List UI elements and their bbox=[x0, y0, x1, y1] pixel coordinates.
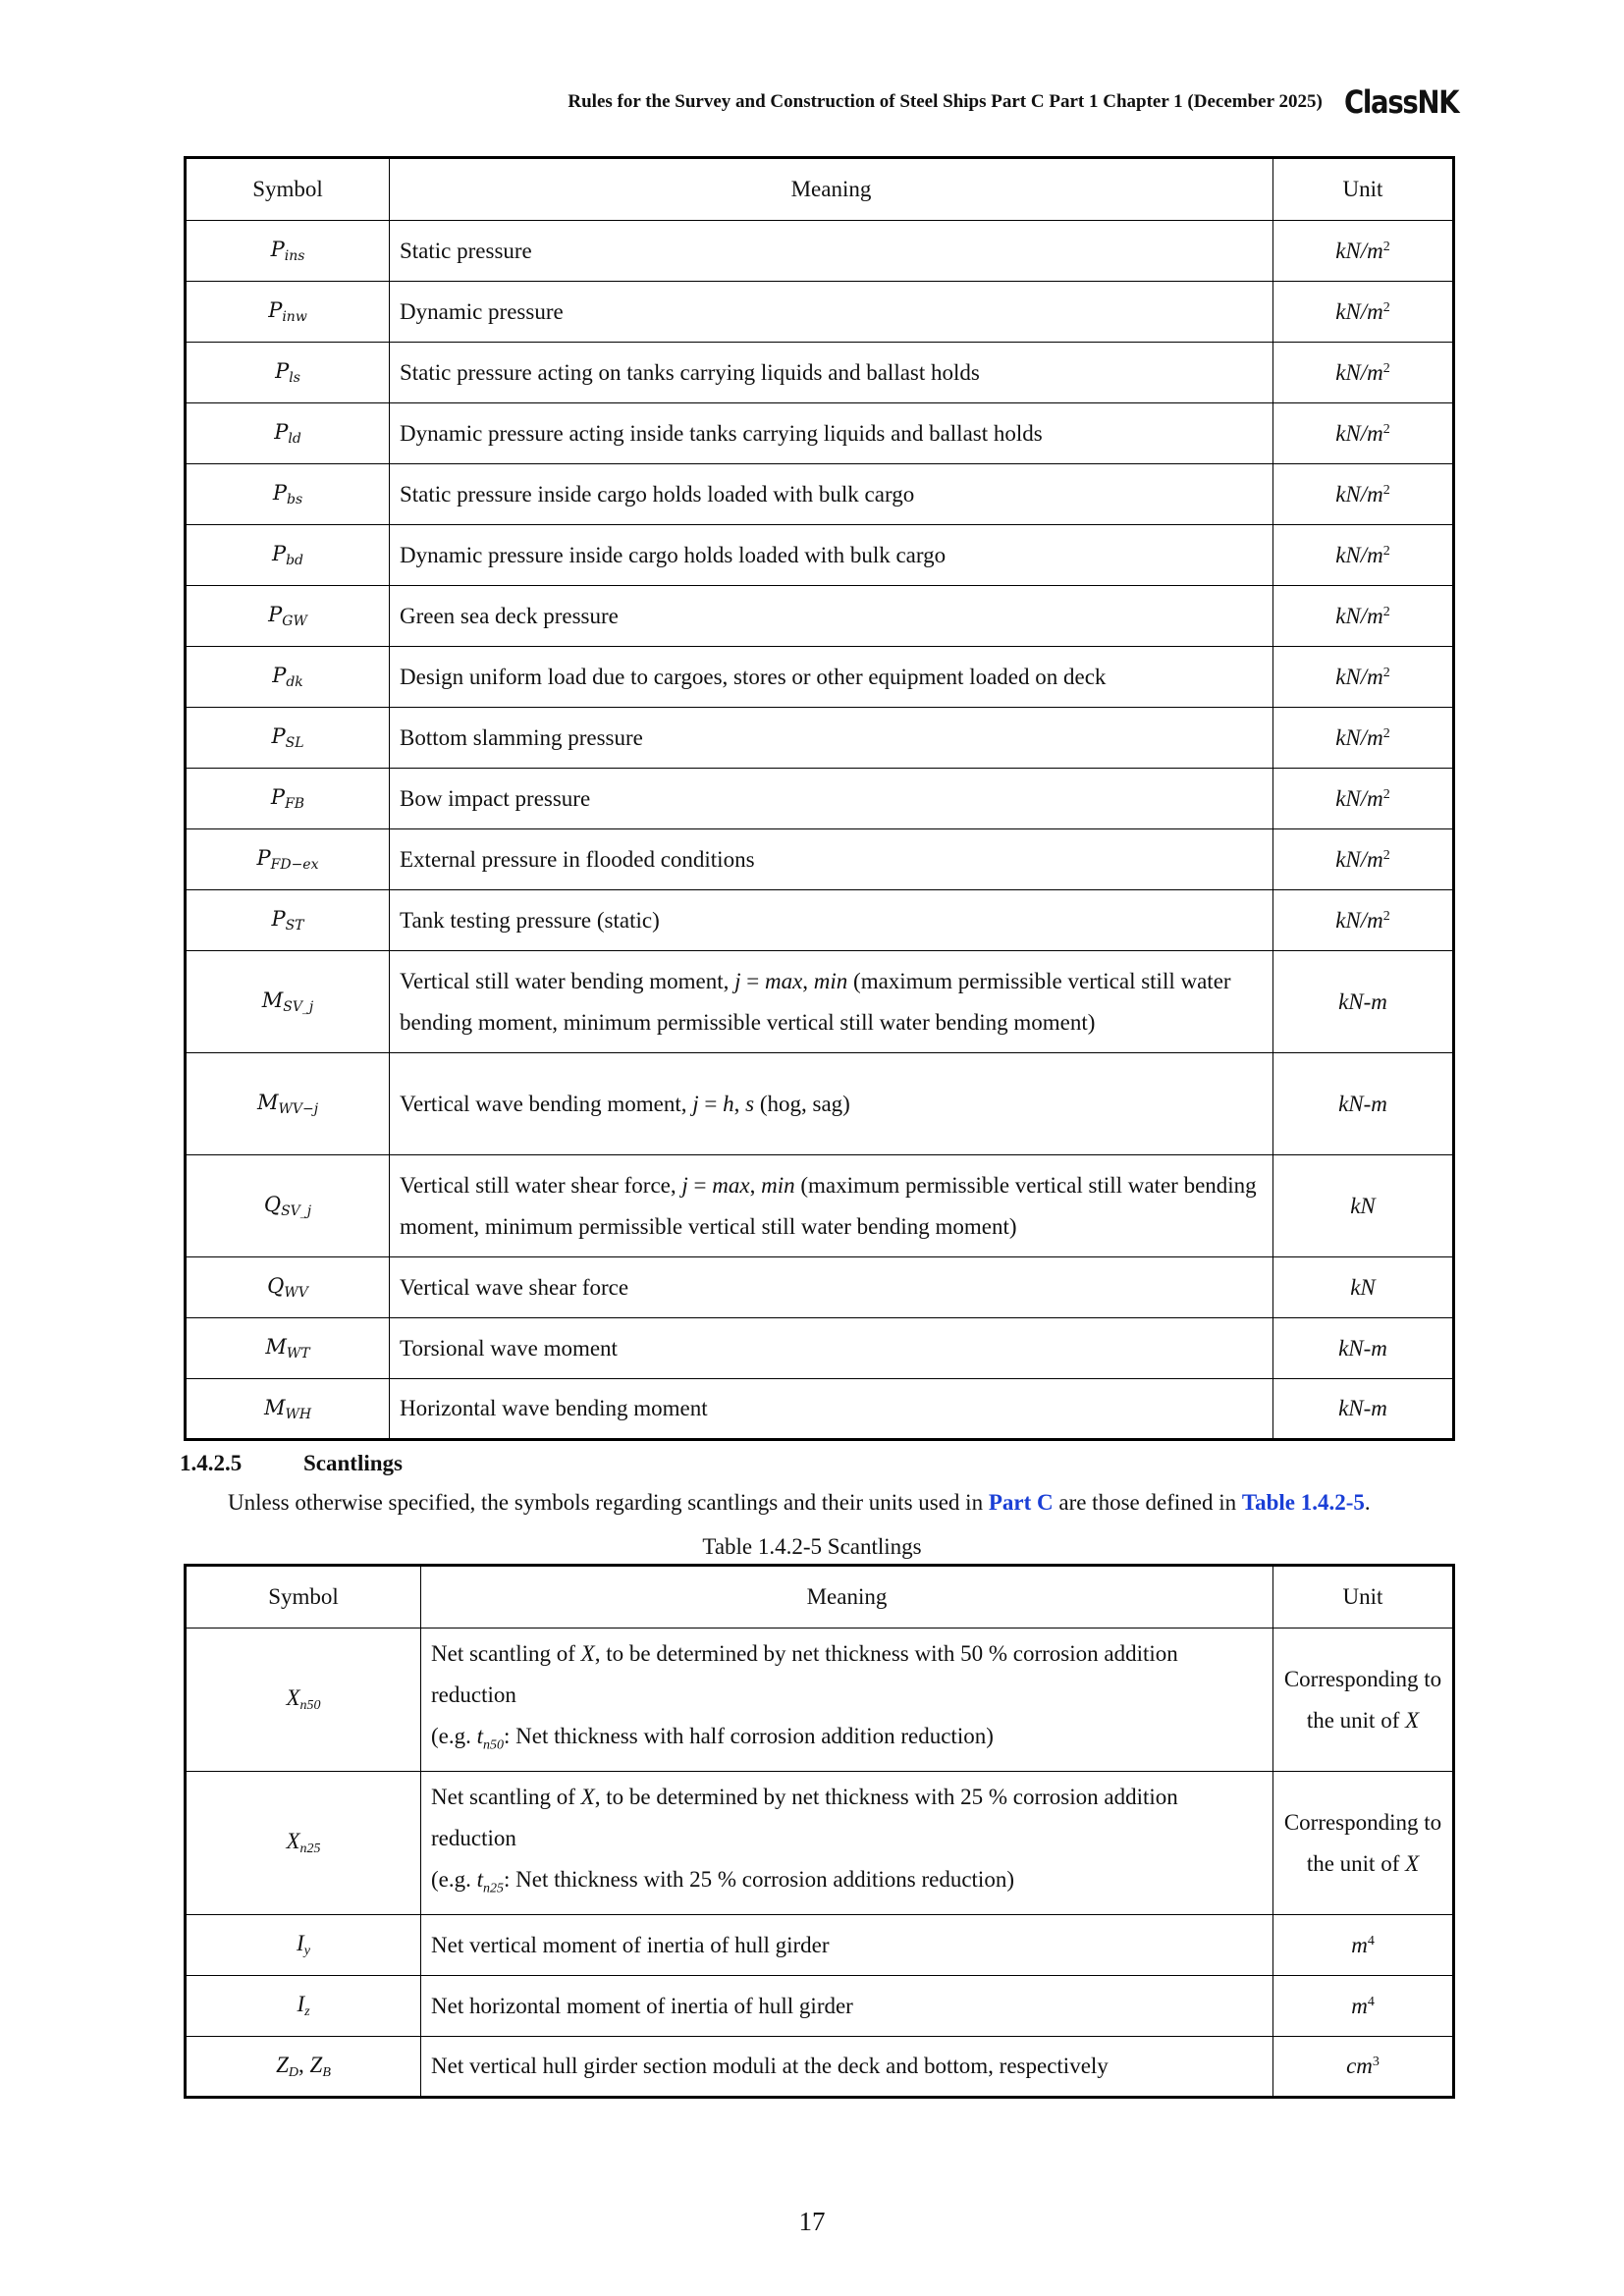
meaning-text: , to be determined by net thickness with 25 % corrosion addition reduction bbox=[431, 1784, 1178, 1850]
symbol-base: M bbox=[265, 1335, 287, 1359]
meaning-cell bbox=[390, 282, 1273, 343]
table-row bbox=[186, 1629, 1454, 1772]
symbol-cell bbox=[186, 951, 390, 1053]
table-row bbox=[186, 1379, 1454, 1440]
header-symbol: Symbol bbox=[186, 1566, 421, 1629]
symbol-sub: ld bbox=[288, 431, 301, 447]
para-text: are those defined in bbox=[1053, 1490, 1242, 1515]
section-heading bbox=[180, 1451, 403, 1476]
meaning-text: , bbox=[749, 1172, 762, 1198]
unit-sup: 3 bbox=[1372, 2055, 1380, 2069]
meaning-text: : Net thickness with 25 % corrosion additions reduction) bbox=[504, 1866, 1014, 1892]
table-caption: Table 1.4.2-5 Scantlings bbox=[702, 1534, 922, 1559]
unit-cell bbox=[1273, 221, 1454, 282]
symbol-base: M bbox=[263, 1395, 286, 1419]
symbol-base: Z bbox=[309, 2052, 323, 2077]
scantlings-table bbox=[184, 1564, 1455, 2099]
symbol-base: P bbox=[272, 664, 287, 687]
symbol-cell bbox=[186, 586, 390, 647]
meaning-cell bbox=[421, 1629, 1273, 1772]
meaning-cell bbox=[390, 525, 1273, 586]
symbol-base: P bbox=[272, 481, 287, 505]
symbol-cell bbox=[186, 403, 390, 464]
meaning-cell bbox=[390, 221, 1273, 282]
symbol-sub: n25 bbox=[299, 1842, 321, 1856]
symbol-base: X bbox=[286, 1685, 300, 1710]
symbol-base: P bbox=[270, 238, 285, 261]
meaning-cell bbox=[390, 890, 1273, 951]
section-number: 1.4.2.5 bbox=[180, 1451, 243, 1475]
unit-text: kN/m bbox=[1335, 481, 1383, 507]
unit-cell bbox=[1273, 647, 1454, 708]
unit-cell bbox=[1273, 525, 1454, 586]
meaning-text: Green sea deck pressure bbox=[400, 603, 619, 628]
meaning-var: X bbox=[580, 1640, 595, 1666]
symbol-cell bbox=[186, 221, 390, 282]
unit-text: kN/m bbox=[1335, 298, 1383, 324]
header-meaning: Meaning bbox=[390, 158, 1273, 221]
table-header-row bbox=[186, 158, 1454, 221]
symbol-base: P bbox=[271, 724, 286, 748]
symbol-base: M bbox=[261, 988, 284, 1012]
meaning-text: Vertical still water shear force, bbox=[400, 1172, 682, 1198]
meaning-text: (e.g. bbox=[431, 1723, 477, 1748]
meaning-text: = bbox=[687, 1172, 713, 1198]
meaning-cell bbox=[390, 403, 1273, 464]
unit-sup: 2 bbox=[1382, 725, 1390, 741]
classnk-logo: ClassNK bbox=[1343, 83, 1459, 121]
meaning-text: , bbox=[802, 968, 814, 993]
symbol-sub: bs bbox=[286, 492, 303, 507]
meaning-text: : Net thickness with half corrosion addition reduction) bbox=[504, 1723, 994, 1748]
unit-cell bbox=[1273, 829, 1454, 890]
table-link[interactable]: Table 1.4.2-5 bbox=[1241, 1490, 1365, 1515]
meaning-text: Static pressure acting on tanks carrying liquids and ballast holds bbox=[400, 359, 980, 385]
unit-sup: 2 bbox=[1382, 239, 1390, 254]
symbol-sub: inw bbox=[282, 309, 307, 325]
meaning-text: (e.g. bbox=[431, 1866, 477, 1892]
unit-text: kN-m bbox=[1338, 1091, 1387, 1116]
meaning-text: Vertical wave bending moment, bbox=[400, 1091, 693, 1116]
unit-sup: 2 bbox=[1382, 482, 1390, 498]
unit-text: kN bbox=[1350, 1193, 1376, 1218]
symbol-cell bbox=[186, 890, 390, 951]
symbol-sub: WV bbox=[284, 1285, 308, 1301]
meaning-var: j bbox=[734, 968, 741, 993]
meaning-text: , bbox=[733, 1091, 746, 1116]
symbol-base: P bbox=[271, 542, 287, 565]
unit-text: kN/m bbox=[1335, 420, 1383, 446]
meaning-var: t bbox=[476, 1723, 484, 1748]
symbol-sub: z bbox=[304, 2004, 310, 2019]
symbols-table bbox=[184, 156, 1455, 1441]
symbol-cell bbox=[186, 2037, 421, 2098]
meaning-text: = bbox=[740, 968, 765, 993]
meaning-var: min bbox=[761, 1172, 795, 1198]
symbol-cell bbox=[186, 464, 390, 525]
meaning-text: Dynamic pressure bbox=[400, 298, 564, 324]
unit-cell bbox=[1273, 1629, 1454, 1772]
header-title: Rules for the Survey and Construction of Steel Ships Part C Part 1 Chapter 1 (December 2025) bbox=[568, 91, 1323, 112]
symbol-sub: D bbox=[288, 2064, 299, 2080]
symbol-base: I bbox=[297, 1931, 304, 1955]
meaning-text: Torsional wave moment bbox=[400, 1335, 618, 1361]
unit-sup: 2 bbox=[1382, 665, 1390, 680]
table-row bbox=[186, 829, 1454, 890]
symbol-sub: SV_j bbox=[283, 999, 314, 1015]
unit-text: kN/m bbox=[1335, 785, 1383, 811]
symbol-base: P bbox=[270, 785, 286, 809]
symbol-sub: ins bbox=[284, 248, 305, 264]
symbol-cell bbox=[186, 708, 390, 769]
meaning-cell: Net vertical hull girder section moduli at the deck and bottom, respectively bbox=[421, 2037, 1273, 2098]
symbol-cell bbox=[186, 343, 390, 403]
symbol-cell bbox=[186, 1772, 421, 1915]
unit-cell bbox=[1273, 464, 1454, 525]
para-text: Unless otherwise specified, the symbols regarding scantlings and their units used in bbox=[228, 1490, 989, 1515]
unit-text: kN-m bbox=[1338, 1396, 1387, 1420]
table-row bbox=[186, 708, 1454, 769]
header-unit: Unit bbox=[1273, 158, 1454, 221]
meaning-cell bbox=[390, 708, 1273, 769]
table-row bbox=[186, 464, 1454, 525]
table-row bbox=[186, 586, 1454, 647]
unit-sup: 4 bbox=[1367, 1933, 1375, 1949]
unit-text: m bbox=[1351, 1932, 1368, 1957]
meaning-sub: n25 bbox=[483, 1881, 505, 1896]
symbol-sub: y bbox=[303, 1944, 310, 1958]
symbol-cell bbox=[186, 1318, 390, 1379]
meaning-cell: Net vertical moment of inertia of hull girder bbox=[421, 1915, 1273, 1976]
unit-cell bbox=[1273, 1053, 1454, 1155]
meaning-text: Bow impact pressure bbox=[400, 785, 591, 811]
meaning-cell bbox=[390, 1379, 1273, 1440]
symbol-sub: SL bbox=[285, 735, 304, 751]
unit-cell bbox=[1273, 1772, 1454, 1915]
unit-cell bbox=[1273, 708, 1454, 769]
symbol-cell bbox=[186, 282, 390, 343]
symbol-base: X bbox=[286, 1829, 300, 1853]
table-row bbox=[186, 951, 1454, 1053]
table-row bbox=[186, 1915, 1454, 1976]
symbol-cell bbox=[186, 1976, 421, 2037]
unit-cell bbox=[1273, 1155, 1454, 1257]
table-row bbox=[186, 282, 1454, 343]
unit-text: Corresponding to the unit of bbox=[1283, 1666, 1442, 1733]
meaning-var: t bbox=[476, 1866, 484, 1892]
symbol-sub: FB bbox=[285, 796, 305, 812]
unit-text: kN/m bbox=[1335, 724, 1383, 750]
meaning-text: Net scantling of bbox=[431, 1784, 581, 1809]
symbol-base: P bbox=[268, 603, 283, 626]
section-title: Scantlings bbox=[303, 1451, 403, 1475]
unit-text: kN/m bbox=[1335, 603, 1383, 628]
unit-cell bbox=[1273, 769, 1454, 829]
symbol-sep: , bbox=[298, 2052, 310, 2077]
meaning-text: Vertical wave shear force bbox=[400, 1274, 629, 1300]
table-row bbox=[186, 1318, 1454, 1379]
part-c-link[interactable]: Part C bbox=[988, 1490, 1054, 1515]
meaning-cell bbox=[390, 1155, 1273, 1257]
header-symbol: Symbol bbox=[186, 158, 390, 221]
meaning-var: X bbox=[580, 1784, 595, 1809]
page-header bbox=[568, 82, 1477, 122]
symbol-base: Q bbox=[267, 1274, 285, 1298]
table-row bbox=[186, 1155, 1454, 1257]
unit-text: kN/m bbox=[1335, 664, 1383, 689]
unit-sup: 2 bbox=[1382, 604, 1390, 619]
unit-sup: 2 bbox=[1382, 847, 1390, 863]
table-header-row bbox=[186, 1566, 1454, 1629]
unit-sup: 2 bbox=[1382, 908, 1390, 924]
symbol-base: Z bbox=[276, 2052, 289, 2077]
unit-text: kN bbox=[1350, 1274, 1376, 1300]
meaning-cell: Net horizontal moment of inertia of hull girder bbox=[421, 1976, 1273, 2037]
symbol-sub: dk bbox=[286, 674, 303, 690]
table-row bbox=[186, 1772, 1454, 1915]
meaning-text: Static pressure bbox=[400, 238, 532, 263]
unit-text: m bbox=[1351, 1993, 1368, 2018]
unit-text: cm bbox=[1346, 2054, 1373, 2078]
symbol-sub: SV_j bbox=[281, 1203, 312, 1219]
meaning-sub: n50 bbox=[483, 1737, 505, 1753]
header-meaning: Meaning bbox=[421, 1566, 1273, 1629]
table-row bbox=[186, 1976, 1454, 2037]
section-paragraph bbox=[228, 1490, 1371, 1516]
unit-cell bbox=[1273, 1318, 1454, 1379]
unit-cell bbox=[1273, 282, 1454, 343]
table-row bbox=[186, 2037, 1454, 2098]
unit-cell bbox=[1273, 343, 1454, 403]
table-row bbox=[186, 647, 1454, 708]
symbol-cell bbox=[186, 1257, 390, 1318]
meaning-var: s bbox=[745, 1091, 755, 1116]
header-unit: Unit bbox=[1273, 1566, 1454, 1629]
symbol-sub: bd bbox=[286, 553, 304, 568]
symbol-cell bbox=[186, 525, 390, 586]
meaning-text: = bbox=[698, 1091, 724, 1116]
meaning-cell bbox=[390, 1257, 1273, 1318]
table-row bbox=[186, 1053, 1454, 1155]
symbol-sub: WT bbox=[286, 1346, 310, 1362]
meaning-var: j bbox=[681, 1172, 688, 1198]
meaning-cell bbox=[390, 464, 1273, 525]
unit-cell bbox=[1273, 1915, 1454, 1976]
meaning-text: Net scantling of bbox=[431, 1640, 581, 1666]
meaning-text: Tank testing pressure (static) bbox=[400, 907, 660, 933]
meaning-text: Static pressure inside cargo holds loaded with bulk cargo bbox=[400, 481, 915, 507]
symbol-cell bbox=[186, 1629, 421, 1772]
table-row bbox=[186, 1257, 1454, 1318]
page-number: 17 bbox=[798, 2207, 826, 2236]
unit-text: kN/m bbox=[1335, 542, 1383, 567]
unit-sup: 2 bbox=[1382, 543, 1390, 559]
unit-text: kN/m bbox=[1335, 238, 1383, 263]
meaning-cell bbox=[390, 769, 1273, 829]
unit-sup: 2 bbox=[1382, 421, 1390, 437]
meaning-text: External pressure in flooded conditions bbox=[400, 846, 755, 872]
symbol-sub: ST bbox=[285, 918, 304, 934]
symbol-sub: WV−j bbox=[278, 1101, 319, 1117]
meaning-text: Dynamic pressure acting inside tanks carrying liquids and ballast holds bbox=[400, 420, 1043, 446]
unit-var: X bbox=[1405, 1850, 1420, 1876]
para-text: . bbox=[1364, 1490, 1371, 1515]
unit-sup: 2 bbox=[1382, 360, 1390, 376]
symbol-cell bbox=[186, 1379, 390, 1440]
symbol-base: P bbox=[271, 907, 286, 931]
meaning-text: Dynamic pressure inside cargo holds loaded with bulk cargo bbox=[400, 542, 947, 567]
unit-text: kN-m bbox=[1338, 1335, 1387, 1361]
symbol-cell bbox=[186, 1155, 390, 1257]
symbol-cell bbox=[186, 769, 390, 829]
unit-cell bbox=[1273, 951, 1454, 1053]
symbol-sub: GW bbox=[282, 614, 307, 629]
symbol-base: M bbox=[256, 1091, 279, 1114]
meaning-text: Design uniform load due to cargoes, stores or other equipment loaded on deck bbox=[400, 664, 1107, 689]
meaning-text: (hog, sag) bbox=[754, 1091, 850, 1116]
symbol-cell bbox=[186, 829, 390, 890]
symbol-base: P bbox=[274, 420, 289, 444]
meaning-var: max bbox=[764, 968, 803, 993]
meaning-cell bbox=[421, 1772, 1273, 1915]
unit-cell bbox=[1273, 2037, 1454, 2098]
table-row bbox=[186, 221, 1454, 282]
symbol-sub: WH bbox=[285, 1406, 312, 1422]
symbol-cell bbox=[186, 1915, 421, 1976]
meaning-cell bbox=[390, 829, 1273, 890]
unit-text: kN/m bbox=[1335, 359, 1383, 385]
meaning-text: Vertical still water bending moment, bbox=[400, 968, 735, 993]
unit-sup: 2 bbox=[1382, 786, 1390, 802]
meaning-text: (maximum permissible vertical still water bending moment, minimum permissible vertical still water bending moment) bbox=[400, 968, 1231, 1035]
meaning-var: h bbox=[723, 1091, 734, 1116]
symbol-sub: B bbox=[322, 2064, 331, 2080]
meaning-cell bbox=[390, 951, 1273, 1053]
symbol-sub: FD−ex bbox=[270, 857, 319, 873]
meaning-cell bbox=[390, 1318, 1273, 1379]
unit-sup: 2 bbox=[1382, 299, 1390, 315]
symbol-cell bbox=[186, 647, 390, 708]
unit-cell bbox=[1273, 586, 1454, 647]
symbol-sub: n50 bbox=[299, 1698, 321, 1713]
table-row bbox=[186, 525, 1454, 586]
symbol-base: P bbox=[268, 298, 283, 322]
meaning-var: j bbox=[692, 1091, 699, 1116]
table-row bbox=[186, 769, 1454, 829]
meaning-text: Horizontal wave bending moment bbox=[400, 1396, 708, 1420]
unit-text: Corresponding to the unit of bbox=[1283, 1809, 1442, 1876]
meaning-cell bbox=[390, 647, 1273, 708]
unit-cell bbox=[1273, 403, 1454, 464]
meaning-cell bbox=[390, 586, 1273, 647]
table-row bbox=[186, 890, 1454, 951]
meaning-var: max bbox=[712, 1172, 750, 1198]
unit-cell bbox=[1273, 1379, 1454, 1440]
meaning-text: Bottom slamming pressure bbox=[400, 724, 643, 750]
meaning-text: (maximum permissible vertical still water bending moment, minimum permissible vertical still water bending moment) bbox=[400, 1172, 1257, 1239]
table-row bbox=[186, 403, 1454, 464]
unit-text: kN/m bbox=[1335, 907, 1383, 933]
unit-text: kN-m bbox=[1338, 988, 1387, 1014]
symbol-base: P bbox=[256, 846, 271, 870]
meaning-var: min bbox=[813, 968, 848, 993]
meaning-text: , to be determined by net thickness with 50 % corrosion addition reduction bbox=[431, 1640, 1178, 1707]
unit-cell bbox=[1273, 1976, 1454, 2037]
unit-var: X bbox=[1405, 1707, 1420, 1733]
symbol-base: Q bbox=[263, 1193, 282, 1216]
symbol-cell bbox=[186, 1053, 390, 1155]
unit-cell bbox=[1273, 1257, 1454, 1318]
unit-sup: 4 bbox=[1367, 1994, 1375, 2009]
meaning-cell bbox=[390, 1053, 1273, 1155]
symbol-sub: ls bbox=[289, 370, 300, 386]
meaning-cell bbox=[390, 343, 1273, 403]
unit-text: kN/m bbox=[1335, 846, 1383, 872]
symbol-base: P bbox=[275, 359, 290, 383]
symbol-base: I bbox=[297, 1992, 305, 2016]
table-row bbox=[186, 343, 1454, 403]
unit-cell bbox=[1273, 890, 1454, 951]
